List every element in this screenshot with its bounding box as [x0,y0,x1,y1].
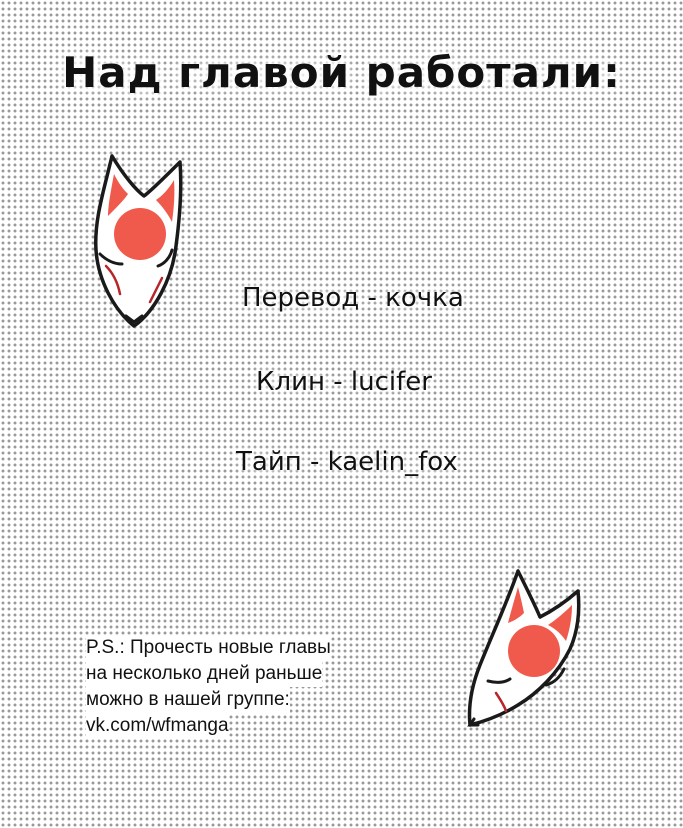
credit-cleaning: Клин - lucifer [256,367,432,397]
ps-line: можно в нашей группе: [86,687,290,713]
page-title: Над главой работали: [62,48,621,97]
ps-note [86,635,331,739]
ps-line: P.S.: Прочесть новые главы [86,635,331,661]
credit-typesetting: Тайп - kaelin_fox [236,447,458,477]
kitsune-mask-icon [84,150,188,330]
group-link[interactable]: vk.com/wfmanga [86,713,229,739]
ps-line: на несколько дней раньше [86,661,322,687]
kitsune-mask-icon [462,565,584,733]
credit-translation: Перевод - кочка [242,283,464,313]
